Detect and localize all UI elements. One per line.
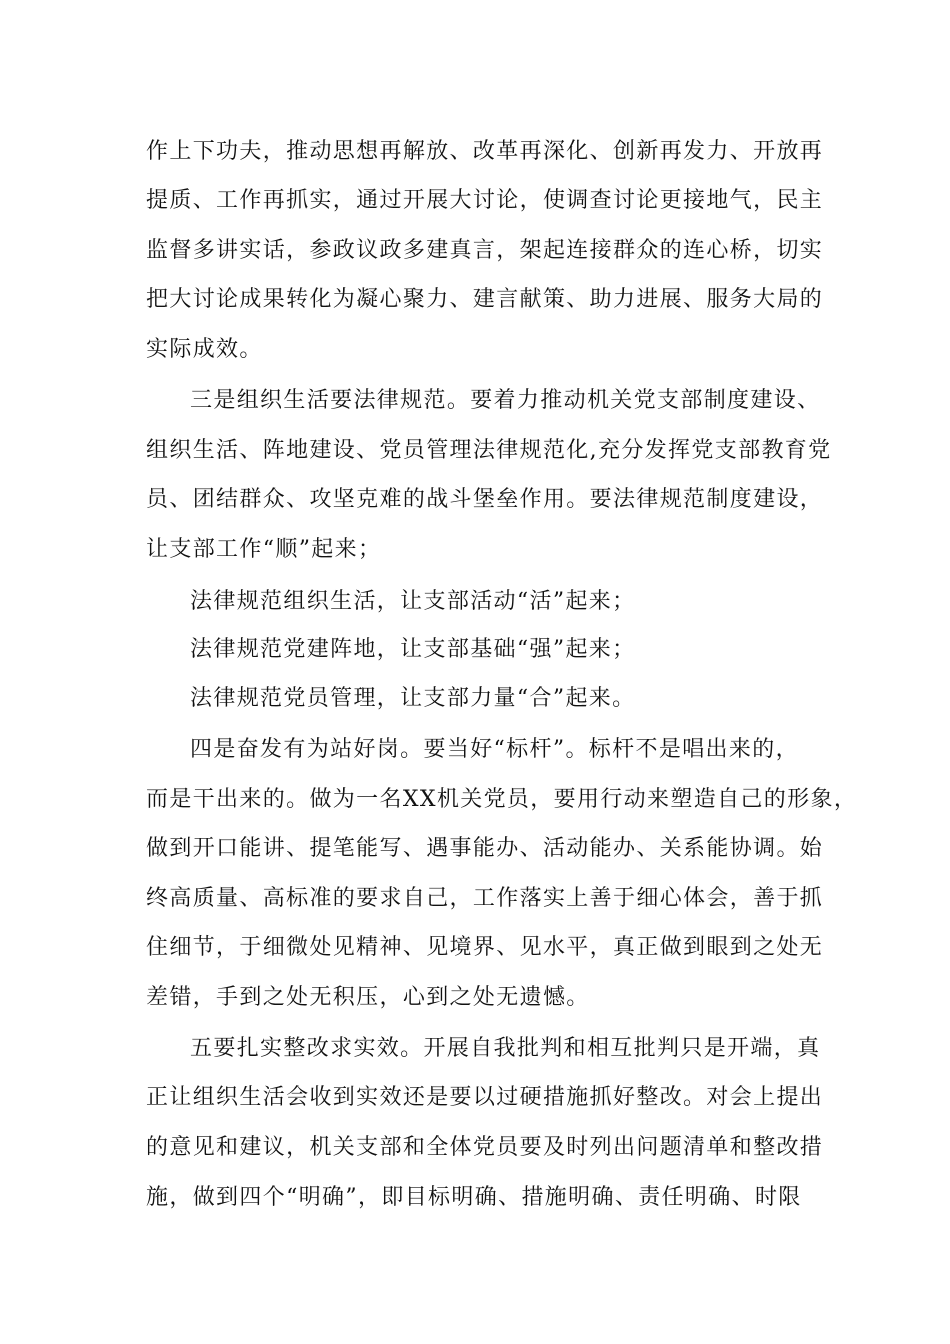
- paragraph-start-line: 四是奋发有为站好岗。要当好“标杆”。标杆不是唱出来的，: [190, 737, 799, 762]
- text-line: 监督多讲实话，参政议政多建真言，架起连接群众的连心桥，切实: [146, 238, 824, 263]
- text-line: 实际成效。: [146, 337, 263, 362]
- text-line: 终高质量、高标准的要求自己，工作落实上善于细心体会，善于抓: [146, 886, 824, 911]
- paragraph-start-line: 五要扎实整改求实效。开展自我批判和相互批判只是开端，真: [190, 1036, 821, 1061]
- text-line: 的意见和建议，机关支部和全体党员要及时列出问题清单和整改措: [146, 1135, 824, 1160]
- text-line: 差错，手到之处无积压，心到之处无遗憾。: [146, 985, 590, 1010]
- paragraph-start-line: 法律规范党建阵地，让支部基础“强”起来；: [190, 637, 636, 662]
- paragraph-start-line: 法律规范组织生活，让支部活动“活”起来；: [190, 589, 636, 614]
- text-line: 提质、工作再抓实，通过开展大讨论，使调查讨论更接地气，民主: [146, 188, 824, 213]
- paragraph-start-line: 法律规范党员管理，让支部力量“合”起来。: [190, 686, 636, 711]
- text-line: 把大讨论成果转化为凝心聚力、建言献策、助力进展、服务大局的: [146, 287, 824, 312]
- paragraph-start-line: 三是组织生活要法律规范。要着力推动机关党支部制度建设、: [190, 388, 821, 413]
- text-line: 施，做到四个“明确”，即目标明确、措施明确、责任明确、时限: [146, 1185, 802, 1210]
- text-line: 组织生活、阵地建设、党员管理法律规范化,充分发挥党支部教育党: [146, 438, 832, 463]
- text-line: 而是干出来的。做为一名XX机关党员，要用行动来塑造自己的形象，: [146, 787, 858, 812]
- text-line: 住细节，于细微处见精神、见境界、见水平，真正做到眼到之处无: [146, 935, 824, 960]
- text-line: 做到开口能讲、提笔能写、遇事能办、活动能办、关系能协调。始: [146, 836, 824, 861]
- text-line: 员、团结群众、攻坚克难的战斗堡垒作用。要法律规范制度建设，: [146, 487, 824, 512]
- text-line: 作上下功夫，推动思想再解放、改革再深化、创新再发力、开放再: [146, 139, 824, 164]
- text-line: 让支部工作“顺”起来；: [146, 537, 382, 562]
- text-line: 正让组织生活会收到实效还是要以过硬措施抓好整改。对会上提出: [146, 1085, 824, 1110]
